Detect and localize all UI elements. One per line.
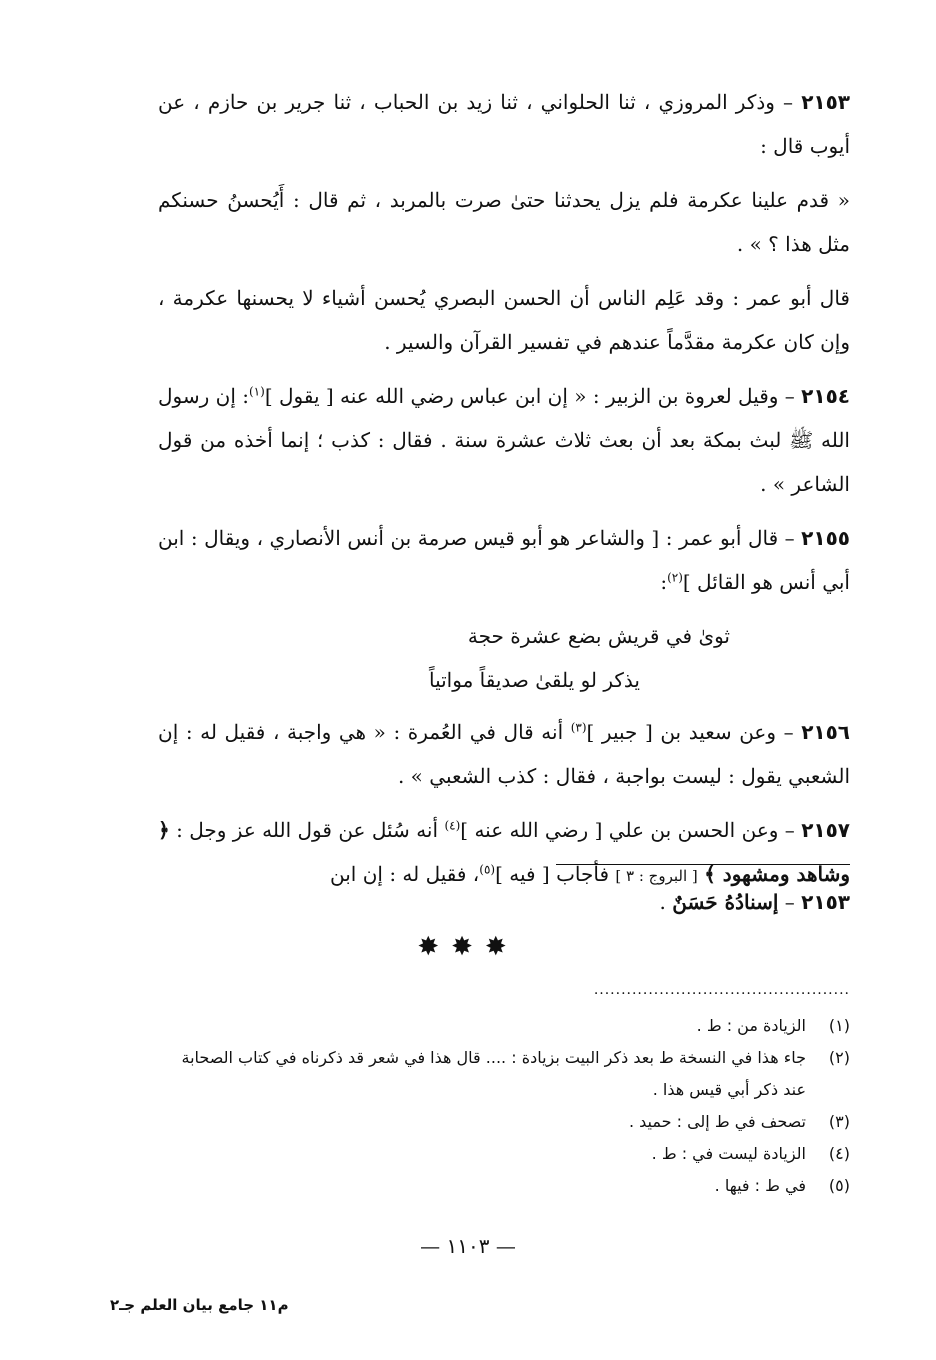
paragraph-2153 xyxy=(158,80,850,168)
paragraph-text: – وذكر المروزي ، ثنا الحلواني ، ثنا زيد بن الحباب ، ثنا جرير بن حازم ، عن أيوب قال : xyxy=(158,90,850,158)
paragraph-text: أنه قال في العُمرة : « هي واجبة ، فقيل له : إن الشعبي يقول : ليست بواجبة ، فقال : كذب الشعبي » . xyxy=(158,720,850,788)
paragraph-text: – وعن الحسن بن علي [ رضي الله عنه ] xyxy=(460,818,795,842)
paragraph-2155 xyxy=(158,516,850,604)
isnad-grading xyxy=(158,882,850,922)
paragraph-text: ، فقيل له : إن ابن xyxy=(330,862,480,886)
main-text xyxy=(158,80,850,908)
footnote-separator: ............................................... xyxy=(593,982,850,998)
isnad-verdict: إسنادُهُ حَسَنٌ xyxy=(672,890,779,914)
footnote-number: (٣) xyxy=(828,1112,850,1131)
paragraph-2156 xyxy=(158,710,850,798)
star-ornament: ✸✸✸ xyxy=(417,932,519,962)
paragraph-2154 xyxy=(158,374,850,506)
paragraph-abu-omar xyxy=(158,276,850,364)
hadith-number: ٢١٥٦ xyxy=(801,720,851,744)
footnote-ref: (٢) xyxy=(667,570,683,585)
footnote-ref: (٣) xyxy=(570,720,587,735)
footnote-item xyxy=(158,1042,850,1106)
paragraph-text: قال أبو عمر : وقد عَلِم الناس أن الحسن البصري يُحسن أشياء لا يحسنها عكرمة ، وإن كان عكرمة مقدَّماً عندهم في تفسير القرآن والسير . xyxy=(158,286,850,354)
verse-line-2: يذكر لو يلقىٰ صديقاً مواتياً xyxy=(428,668,640,692)
isnad-end: . xyxy=(659,890,673,914)
footnote-item xyxy=(158,1138,850,1170)
hadith-number: ٢١٥٣ xyxy=(801,90,851,114)
hadith-number: ٢١٥٧ xyxy=(801,818,851,842)
page-number: — ١١٠٣ — xyxy=(420,1234,516,1258)
footnote-number: (٥) xyxy=(828,1176,850,1195)
paragraph-text: – وعن سعيد بن [ جبير ] xyxy=(586,720,794,744)
hadith-number: ٢١٥٥ xyxy=(801,526,850,550)
footnote-item xyxy=(158,1010,850,1042)
footnote-number: (٤) xyxy=(828,1144,850,1163)
footnote-ref: (٥) xyxy=(479,862,496,877)
footnotes xyxy=(158,1010,850,1202)
isnad-number: ٢١٥٣ xyxy=(801,890,850,914)
footnote-text: في ط : فيها . xyxy=(714,1176,806,1195)
footnote-text: الزيادة من : ط . xyxy=(696,1016,806,1035)
footnote-ref: (٤) xyxy=(444,818,461,833)
footnote-item xyxy=(158,1106,850,1138)
paragraph-text: – قال أبو عمر : [ والشاعر هو أبو قيس صرمة بن أنس الأنصاري ، ويقال : ابن أبي أنس هو القائل ] xyxy=(158,526,850,594)
paragraph-text: « قدم علينا عكرمة فلم يزل يحدثنا حتىٰ صرت بالمربد ، ثم قال : أَيُحسنُ حسنكم مثل هذا ؟ » . xyxy=(158,188,850,256)
verse-line-1: ثوىٰ في قريش بضع عشرة حجة xyxy=(467,624,730,648)
footnote-number: (١) xyxy=(828,1016,850,1035)
footnote-text: جاء هذا في النسخة ط بعد ذكر البيت بزيادة : .... قال هذا في شعر قد ذكرناه في كتاب الصحابة عند ذكر أبي قيس هذا . xyxy=(181,1048,806,1099)
footnote-number: (٢) xyxy=(828,1048,850,1067)
footnote-item xyxy=(158,1170,850,1202)
footnote-ref: (١) xyxy=(248,384,265,399)
paragraph-text: : إن رسول الله ﷺ لبث بمكة بعد أن بعث ثلاث عشرة سنة . فقال : كذب ؛ إنما أخذه من قول الشاعر » . xyxy=(158,384,850,496)
hadith-number: ٢١٥٤ xyxy=(801,384,850,408)
paragraph-text: : xyxy=(660,570,668,594)
isnad-dash: – xyxy=(778,890,802,914)
paragraph-quote xyxy=(158,178,850,266)
quran-verse: ﴿ وشاهد ومشهود ﴾ xyxy=(158,818,850,886)
printer-signature: م١١ جامع بيان العلم جـ٢ xyxy=(110,1296,289,1314)
footnote-text: الزيادة ليست في : ط . xyxy=(651,1144,806,1163)
section-divider xyxy=(556,864,850,865)
paragraph-text: فأجاب [ فيه ] xyxy=(495,862,616,886)
quran-reference: [ البروج : ٣ ] xyxy=(615,867,698,885)
footnote-text: تصحف في ط إلى : حميد . xyxy=(628,1112,806,1131)
paragraph-text: – وقيل لعروة بن الزبير : « إن ابن عباس رضي الله عنه [ يقول ] xyxy=(264,384,795,408)
paragraph-text: أنه سُئل عن قول الله عز وجل : xyxy=(169,818,445,842)
